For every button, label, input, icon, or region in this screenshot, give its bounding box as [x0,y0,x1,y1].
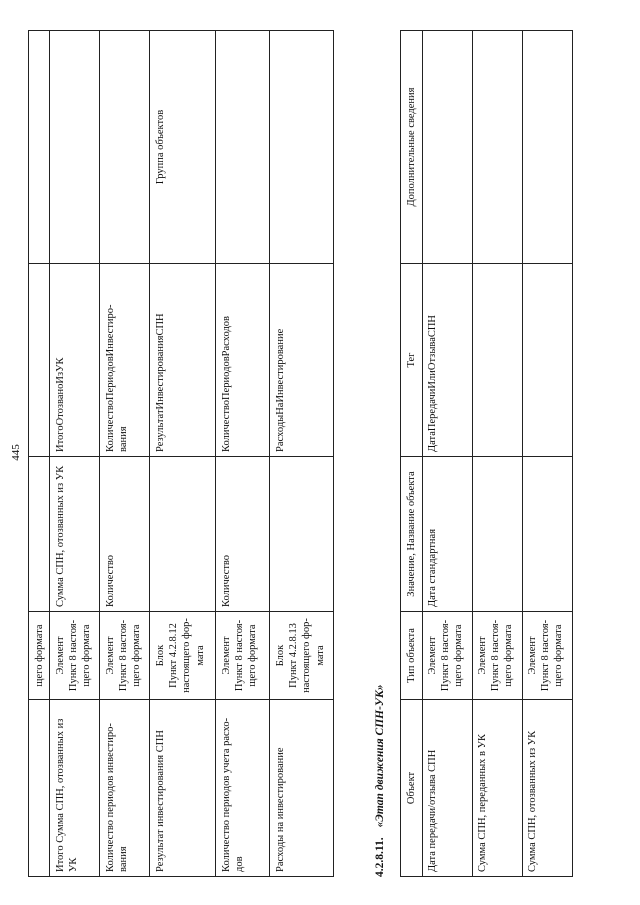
cell-tag [473,264,523,457]
table-row [100,31,150,877]
table-row [216,31,270,877]
cell-info [100,31,150,264]
header-object: Объект [401,700,423,877]
table-header-row [401,31,423,877]
cell-type: щего формата [29,612,50,700]
cell-tag: КоличествоПериодовИнвестиро- вания [100,264,150,457]
table-row [423,31,473,877]
section-heading [374,685,386,878]
cell-type: Блок Пункт 4.2.8.12 настоящего фор- мата [150,612,216,700]
cell-value [29,457,50,612]
cell-tag: ИтогоОтозваноИзУК [50,264,100,457]
cell-object: Сумма СПН, отозванных из УК [523,700,573,877]
cell-value [270,457,334,612]
cell-object: Итого Сумма СПН, отозванных из УК [50,700,100,877]
cell-info: Группа объектов [150,31,216,264]
cell-value: Дата стандартная [423,457,473,612]
cell-object [29,700,50,877]
cell-object: Сумма СПН, переданных в УК [473,700,523,877]
table-row [50,31,100,877]
cell-type: Элемент Пункт 8 настоя- щего формата [473,612,523,700]
cell-type: Элемент Пункт 8 настоя- щего формата [423,612,473,700]
table-row [523,31,573,877]
objects-table [400,30,573,877]
cell-value [150,457,216,612]
section-title: «Этап движения СПН-УК» [374,684,386,828]
cell-tag: ДатаПередачиИлиОтзываСПН [423,264,473,457]
cell-info [473,31,523,264]
page-number: 445 [10,444,22,461]
cell-tag: КоличествоПериодовРасходов [216,264,270,457]
cell-type: Элемент Пункт 8 настоя- щего формата [100,612,150,700]
cell-value: Сумма СПН, отозванных из УК [50,457,100,612]
cell-value [523,457,573,612]
cell-info [29,31,50,264]
cell-tag [523,264,573,457]
cell-type: Элемент Пункт 8 настоя- щего формата [216,612,270,700]
cell-object: Результат инвестирования СПН [150,700,216,877]
cell-info [270,31,334,264]
cell-info [50,31,100,264]
cell-type: Элемент Пункт 8 настоя- щего формата [523,612,573,700]
cell-value: Количество [100,457,150,612]
cell-object: Расходы на инвестирование [270,700,334,877]
table-row [29,31,50,877]
table-row [270,31,334,877]
cell-tag [29,264,50,457]
cell-object: Количество периодов инвестиро- вания [100,700,150,877]
cell-type: Блок Пункт 4.2.8.13 настоящего фор- мата [270,612,334,700]
header-type: Тип объекта [401,612,423,700]
header-tag: Тег [401,264,423,457]
table-row [473,31,523,877]
header-value: Значение, Название объекта [401,457,423,612]
cell-tag: РасходыНаИнвестирование [270,264,334,457]
cell-value: Количество [216,457,270,612]
section-number: 4.2.8.11. [374,837,386,877]
table-row [150,31,216,877]
cell-info [216,31,270,264]
objects-table-continued [28,30,334,877]
cell-type: Элемент Пункт 8 настоя- щего формата [50,612,100,700]
cell-info [523,31,573,264]
header-info: Дополнительные сведения [401,31,423,264]
cell-info [423,31,473,264]
cell-object: Дата передачи/отзыва СПН [423,700,473,877]
cell-value [473,457,523,612]
cell-object: Количество периодов учета расхо- дов [216,700,270,877]
cell-tag: РезультатИнвестированияСПН [150,264,216,457]
